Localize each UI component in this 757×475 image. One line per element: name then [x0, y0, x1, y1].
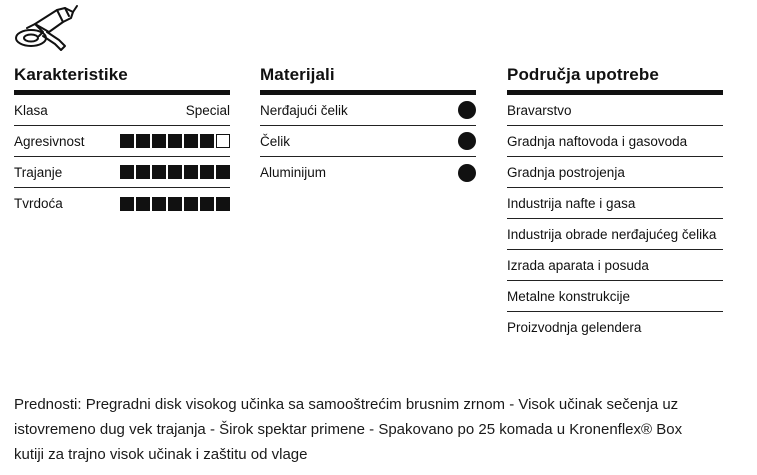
rating-filled-square: [200, 165, 214, 179]
usage-item: [507, 250, 723, 281]
rating-filled-square: [120, 197, 134, 211]
materials-section: [260, 64, 476, 188]
material-row: [260, 95, 476, 126]
hardness-rating: [120, 197, 230, 211]
usage-item-label: Gradnja naftovoda i gasovoda: [507, 133, 688, 149]
rating-filled-square: [136, 165, 150, 179]
material-row: [260, 126, 476, 157]
rating-filled-square: [152, 134, 166, 148]
class-value: Special: [185, 102, 230, 118]
rating-filled-square: [184, 134, 198, 148]
usage-item: [507, 126, 723, 157]
rating-filled-square: [120, 165, 134, 179]
rating-filled-square: [216, 165, 230, 179]
usage-item-label: Industrija obrade nerđajućeg čelika: [507, 226, 717, 242]
usage-item-label: Bravarstvo: [507, 102, 572, 118]
rating-filled-square: [168, 134, 182, 148]
usage-item-label: Metalne konstrukcije: [507, 288, 631, 304]
advantages-text: Prednosti: Pregradni disk visokog učinka sa samooštrećim brusnim zrnom - Visok učinak sečenja uz istovremeno dug vek trajanja - Širok spektar primene - Spakovano po 25 komada u Kronenflex® Box kutiji za trajno visok učinak i zaštitu od vlage: [14, 396, 683, 463]
usage-item: [507, 219, 723, 250]
durability-row: [14, 157, 230, 188]
durability-label: Trajanje: [14, 164, 63, 180]
usage-section: [507, 64, 723, 343]
aggressiveness-label: Agresivnost: [14, 133, 85, 149]
usage-item-label: Proizvodnja gelendera: [507, 320, 642, 335]
materials-heading: Materijali: [260, 64, 476, 95]
usage-item-label: Industrija nafte i gasa: [507, 195, 636, 211]
rating-filled-square: [168, 197, 182, 211]
class-label: Klasa: [14, 102, 48, 118]
rating-filled-square: [152, 165, 166, 179]
suitable-dot-icon: [458, 132, 476, 150]
rating-filled-square: [216, 197, 230, 211]
characteristics-section: [14, 64, 230, 219]
hardness-row: [14, 188, 230, 219]
angle-grinder-icon: [13, 2, 79, 52]
usage-item: [507, 157, 723, 188]
rating-filled-square: [120, 134, 134, 148]
class-row: [14, 95, 230, 126]
usage-item-label: Izrada aparata i posuda: [507, 257, 649, 273]
usage-item: [507, 281, 723, 312]
rating-filled-square: [136, 134, 150, 148]
material-label: Čelik: [260, 133, 291, 149]
usage-heading: Područja upotrebe: [507, 64, 723, 95]
suitable-dot-icon: [458, 101, 476, 119]
material-label: Aluminijum: [260, 165, 327, 180]
material-label: Nerđajući čelik: [260, 102, 348, 118]
rating-filled-square: [184, 197, 198, 211]
rating-filled-square: [168, 165, 182, 179]
usage-item-label: Gradnja postrojenja: [507, 164, 625, 180]
rating-filled-square: [184, 165, 198, 179]
rating-filled-square: [136, 197, 150, 211]
aggressiveness-row: [14, 126, 230, 157]
rating-filled-square: [200, 134, 214, 148]
rating-filled-square: [200, 197, 214, 211]
usage-item: [507, 95, 723, 126]
aggressiveness-rating: [120, 134, 230, 148]
durability-rating: [120, 165, 230, 179]
characteristics-heading: Karakteristike: [14, 64, 230, 95]
material-row: [260, 157, 476, 188]
rating-empty-square: [216, 134, 230, 148]
usage-item: [507, 312, 723, 343]
hardness-label: Tvrdoća: [14, 196, 63, 211]
rating-filled-square: [152, 197, 166, 211]
suitable-dot-icon: [458, 164, 476, 182]
usage-item: [507, 188, 723, 219]
